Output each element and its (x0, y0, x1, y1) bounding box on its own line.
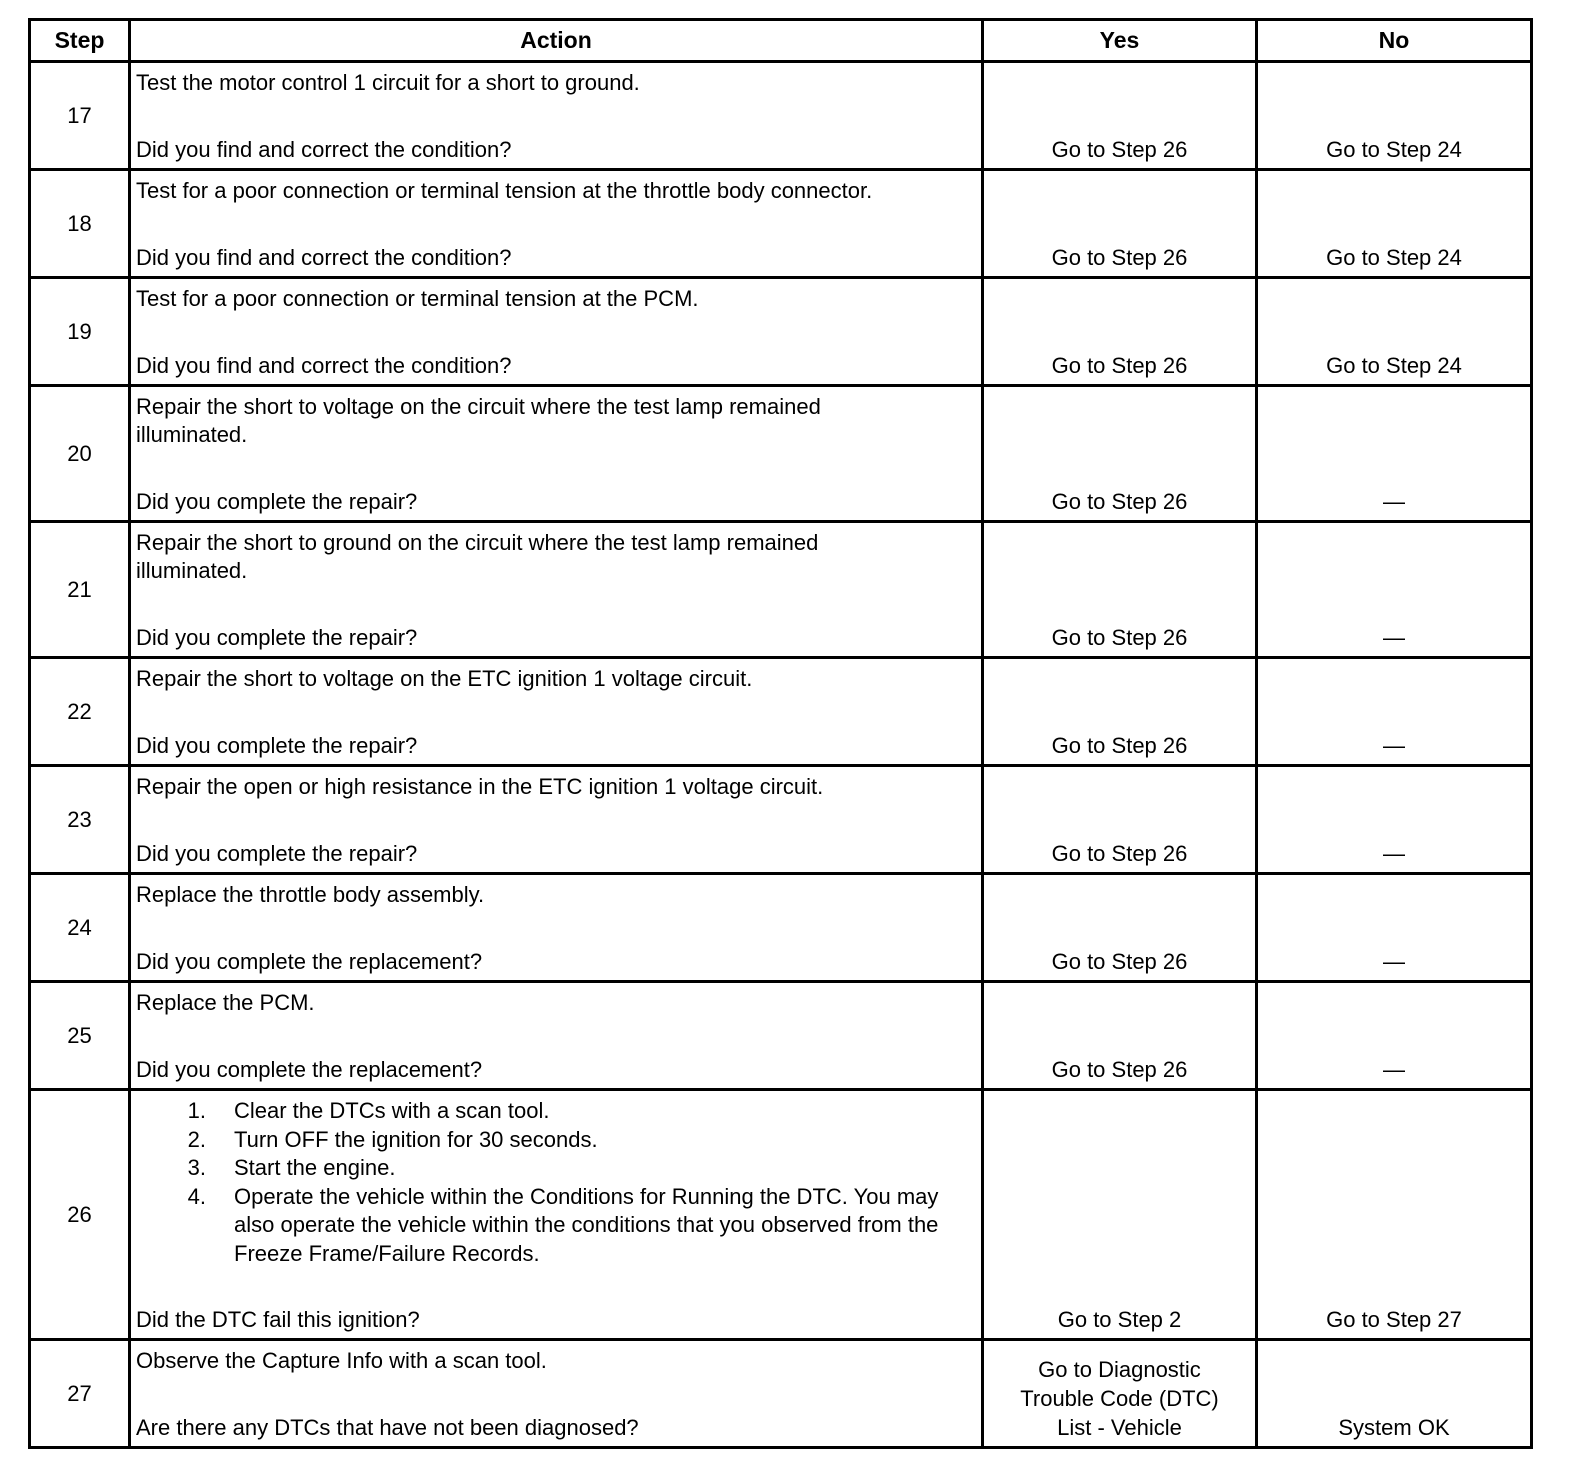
table-row (30, 1340, 1532, 1448)
yes-cell: Go to Step 26 (983, 278, 1257, 386)
step-number: 20 (30, 386, 130, 522)
list-text: Operate the vehicle within the Conditions for Running the DTC. You may also operate the vehicle within the conditions that you observed from the Freeze Frame/Failure Records. (234, 1183, 939, 1266)
step-number: 21 (30, 522, 130, 658)
action-cell (130, 62, 983, 170)
action-question: Did you find and correct the condition? (136, 137, 512, 162)
action-cell (130, 522, 983, 658)
list-number: 3. (187, 1155, 206, 1180)
yes-cell: Go to Step 26 (983, 62, 1257, 170)
table-row (30, 522, 1532, 658)
action-text: Test for a poor connection or terminal tension at the throttle body connector. (136, 178, 873, 203)
action-cell (130, 1090, 983, 1340)
action-cell (130, 1340, 983, 1448)
table-row (30, 874, 1532, 982)
no-cell: Go to Step 24 (1257, 62, 1532, 170)
step-number: 27 (30, 1340, 130, 1448)
yes-cell: Go to Step 26 (983, 386, 1257, 522)
table-row (30, 982, 1532, 1090)
action-question: Did you find and correct the condition? (136, 245, 512, 270)
action-text: Repair the short to voltage on the ETC ignition 1 voltage circuit. (136, 666, 753, 691)
action-question: Did you complete the replacement? (136, 1057, 483, 1082)
action-question: Did you complete the repair? (136, 625, 418, 650)
table-row (30, 1090, 1532, 1340)
action-text: Replace the throttle body assembly. (136, 882, 485, 907)
action-question: Did you find and correct the condition? (136, 353, 512, 378)
header-action: Action (130, 20, 983, 62)
yes-cell: Go to Step 26 (983, 658, 1257, 766)
table-header-row (30, 20, 1532, 62)
action-cell (130, 982, 983, 1090)
step-number: 24 (30, 874, 130, 982)
list-item (136, 1097, 977, 1126)
list-number: 4. (187, 1183, 206, 1209)
action-cell (130, 278, 983, 386)
step-number: 26 (30, 1090, 130, 1340)
list-text: Turn OFF the ignition for 30 seconds. (234, 1126, 598, 1152)
procedure-list (136, 1097, 977, 1268)
no-cell: Go to Step 24 (1257, 170, 1532, 278)
action-question: Did you complete the replacement? (136, 949, 483, 974)
no-cell: — (1257, 658, 1532, 766)
no-cell: Go to Step 24 (1257, 278, 1532, 386)
action-text: Test the motor control 1 circuit for a short to ground. (136, 70, 640, 95)
list-text: Clear the DTCs with a scan tool. (234, 1098, 550, 1123)
list-item (136, 1183, 977, 1269)
action-question: Did the DTC fail this ignition? (136, 1307, 420, 1332)
header-yes: Yes (983, 20, 1257, 62)
yes-cell: Go to Step 26 (983, 874, 1257, 982)
yes-cell: Go to Step 26 (983, 170, 1257, 278)
list-item (136, 1154, 977, 1183)
action-cell (130, 170, 983, 278)
yes-cell-text: Go to Diagnostic Trouble Code (DTC) List - Vehicle (1020, 1357, 1219, 1440)
step-number: 25 (30, 982, 130, 1090)
table-row (30, 658, 1532, 766)
action-cell (130, 386, 983, 522)
table-row (30, 386, 1532, 522)
no-cell: — (1257, 522, 1532, 658)
action-text: Repair the open or high resistance in the ETC ignition 1 voltage circuit. (136, 774, 824, 799)
action-question: Did you complete the repair? (136, 841, 418, 866)
yes-cell (983, 1340, 1257, 1448)
step-number: 23 (30, 766, 130, 874)
header-step: Step (30, 20, 130, 62)
yes-cell: Go to Step 26 (983, 522, 1257, 658)
list-text: Start the engine. (234, 1155, 396, 1180)
action-question: Are there any DTCs that have not been diagnosed? (136, 1415, 639, 1440)
yes-cell: Go to Step 26 (983, 766, 1257, 874)
step-number: 18 (30, 170, 130, 278)
action-question: Did you complete the repair? (136, 733, 418, 758)
no-cell: Go to Step 27 (1257, 1090, 1532, 1340)
yes-cell: Go to Step 26 (983, 982, 1257, 1090)
no-cell: — (1257, 766, 1532, 874)
action-text: Repair the short to voltage on the circuit where the test lamp remained illuminated. (136, 394, 821, 447)
action-text: Test for a poor connection or terminal tension at the PCM. (136, 286, 699, 311)
action-cell (130, 658, 983, 766)
list-number: 2. (187, 1126, 206, 1152)
header-no: No (1257, 20, 1532, 62)
no-cell: — (1257, 982, 1532, 1090)
action-question: Did you complete the repair? (136, 489, 418, 514)
yes-cell: Go to Step 2 (983, 1090, 1257, 1340)
action-text: Observe the Capture Info with a scan tool. (136, 1348, 547, 1373)
no-cell: System OK (1257, 1340, 1532, 1448)
no-cell: — (1257, 874, 1532, 982)
list-number: 1. (187, 1098, 206, 1123)
table-row (30, 62, 1532, 170)
table-row (30, 170, 1532, 278)
step-number: 22 (30, 658, 130, 766)
action-cell (130, 874, 983, 982)
diagnostic-table (28, 18, 1533, 1449)
list-item (136, 1126, 977, 1155)
action-text: Replace the PCM. (136, 990, 315, 1015)
no-cell: — (1257, 386, 1532, 522)
table-row (30, 766, 1532, 874)
action-cell (130, 766, 983, 874)
action-text: Repair the short to ground on the circuit where the test lamp remained illuminated. (136, 530, 819, 583)
step-number: 19 (30, 278, 130, 386)
step-number: 17 (30, 62, 130, 170)
table-row (30, 278, 1532, 386)
